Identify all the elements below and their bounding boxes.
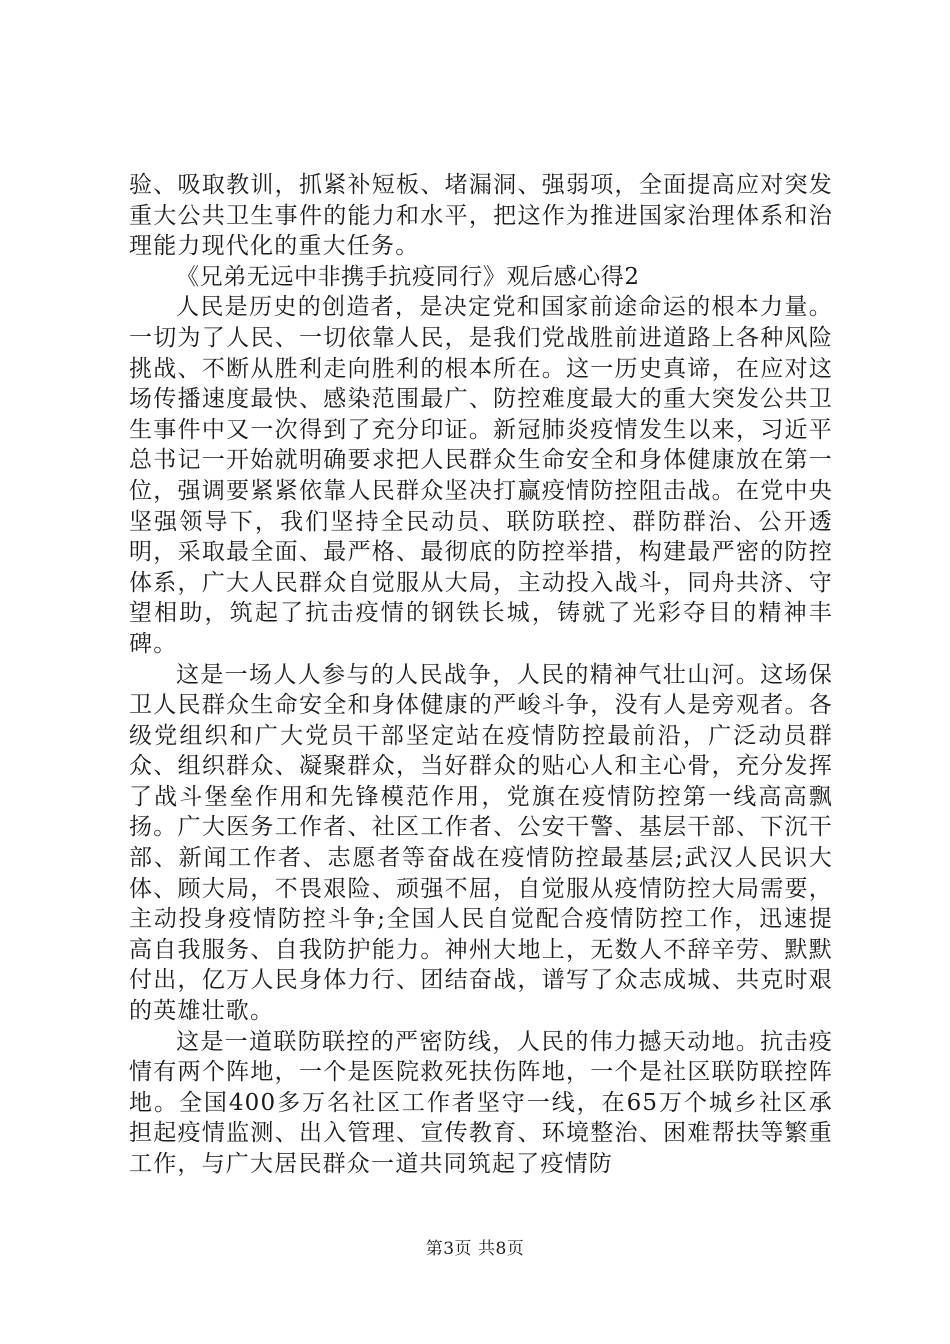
- paragraph-people-creators: 人民是历史的创造者，是决定党和国家前途命运的根本力量。一切为了人民、一切依靠人民，是我们党战胜前进道路上各种风险挑战、不断从胜利走向胜利的根本所在。这一历史真谛，在应对这场传播速度最快、感染范围最广、防控难度最大的重大突发公共卫生事件中又一次得到了充分印证。新冠肺炎疫情发生以来，习近平总书记一开始就明确要求把人民群众生命安全和身体健康放在第一位，强调要紧紧依靠人民群众坚决打赢疫情防控阻击战。在党中央坚强领导下，我们坚持全民动员、联防联控、群防群治、公开透明，采取最全面、最严格、最彻底的防控举措，构建最严密的防控体系，广大人民群众自觉服从大局，主动投入战斗，同舟共济、守望相助，筑起了抗击疫情的钢铁长城，铸就了光彩夺目的精神丰碑。: [129, 294, 833, 657]
- paragraph-joint-defense: 这是一道联防联控的严密防线，人民的伟力撼天动地。抗击疫情有两个阵地，一个是医院救死扶伤阵地，一个是社区联防联控阵地。全国400多万名社区工作者坚守一线，在65万个城乡社区承担起疫情监测、出入管理、宣传教育、环境整治、困难帮扶等繁重工作，与广大居民群众一道共同筑起了疫情防: [129, 1028, 833, 1177]
- section-title: 《兄弟无远中非携手抗疫同行》观后感心得2: [176, 263, 640, 290]
- paragraph-peoples-war: 这是一场人人参与的人民战争，人民的精神气壮山河。这场保卫人民群众生命安全和身体健康的严峻斗争，没有人是旁观者。各级党组织和广大党员干部坚定站在疫情防控最前沿，广泛动员群众、组织群众、凝聚群众，当好群众的贴心人和主心骨，充分发挥了战斗堡垒作用和先锋模范作用，党旗在疫情防控第一线高高飘扬。广大医务工作者、社区工作者、公安干警、基层干部、下沉干部、新闻工作者、志愿者等奋战在疫情防控最基层;武汉人民识大体、顾大局，不畏艰险、顽强不屈，自觉服从疫情防控大局需要，主动投身疫情防控斗争;全国人民自觉配合疫情防控工作，迅速提高自我服务、自我防护能力。神州大地上，无数人不辞辛劳、默默付出，亿万人民身体力行、团结奋战，谱写了众志成城、共克时艰的英雄壮歌。: [129, 661, 833, 1025]
- page-number-footer: 第3页 共8页: [425, 1239, 525, 1259]
- paragraph-continuation: 验、吸取教训，抓紧补短板、堵漏洞、强弱项，全面提高应对突发重大公共卫生事件的能力和水平，把这作为推进国家治理体系和治理能力现代化的重大任务。: [129, 172, 833, 260]
- document-body: [129, 170, 833, 1180]
